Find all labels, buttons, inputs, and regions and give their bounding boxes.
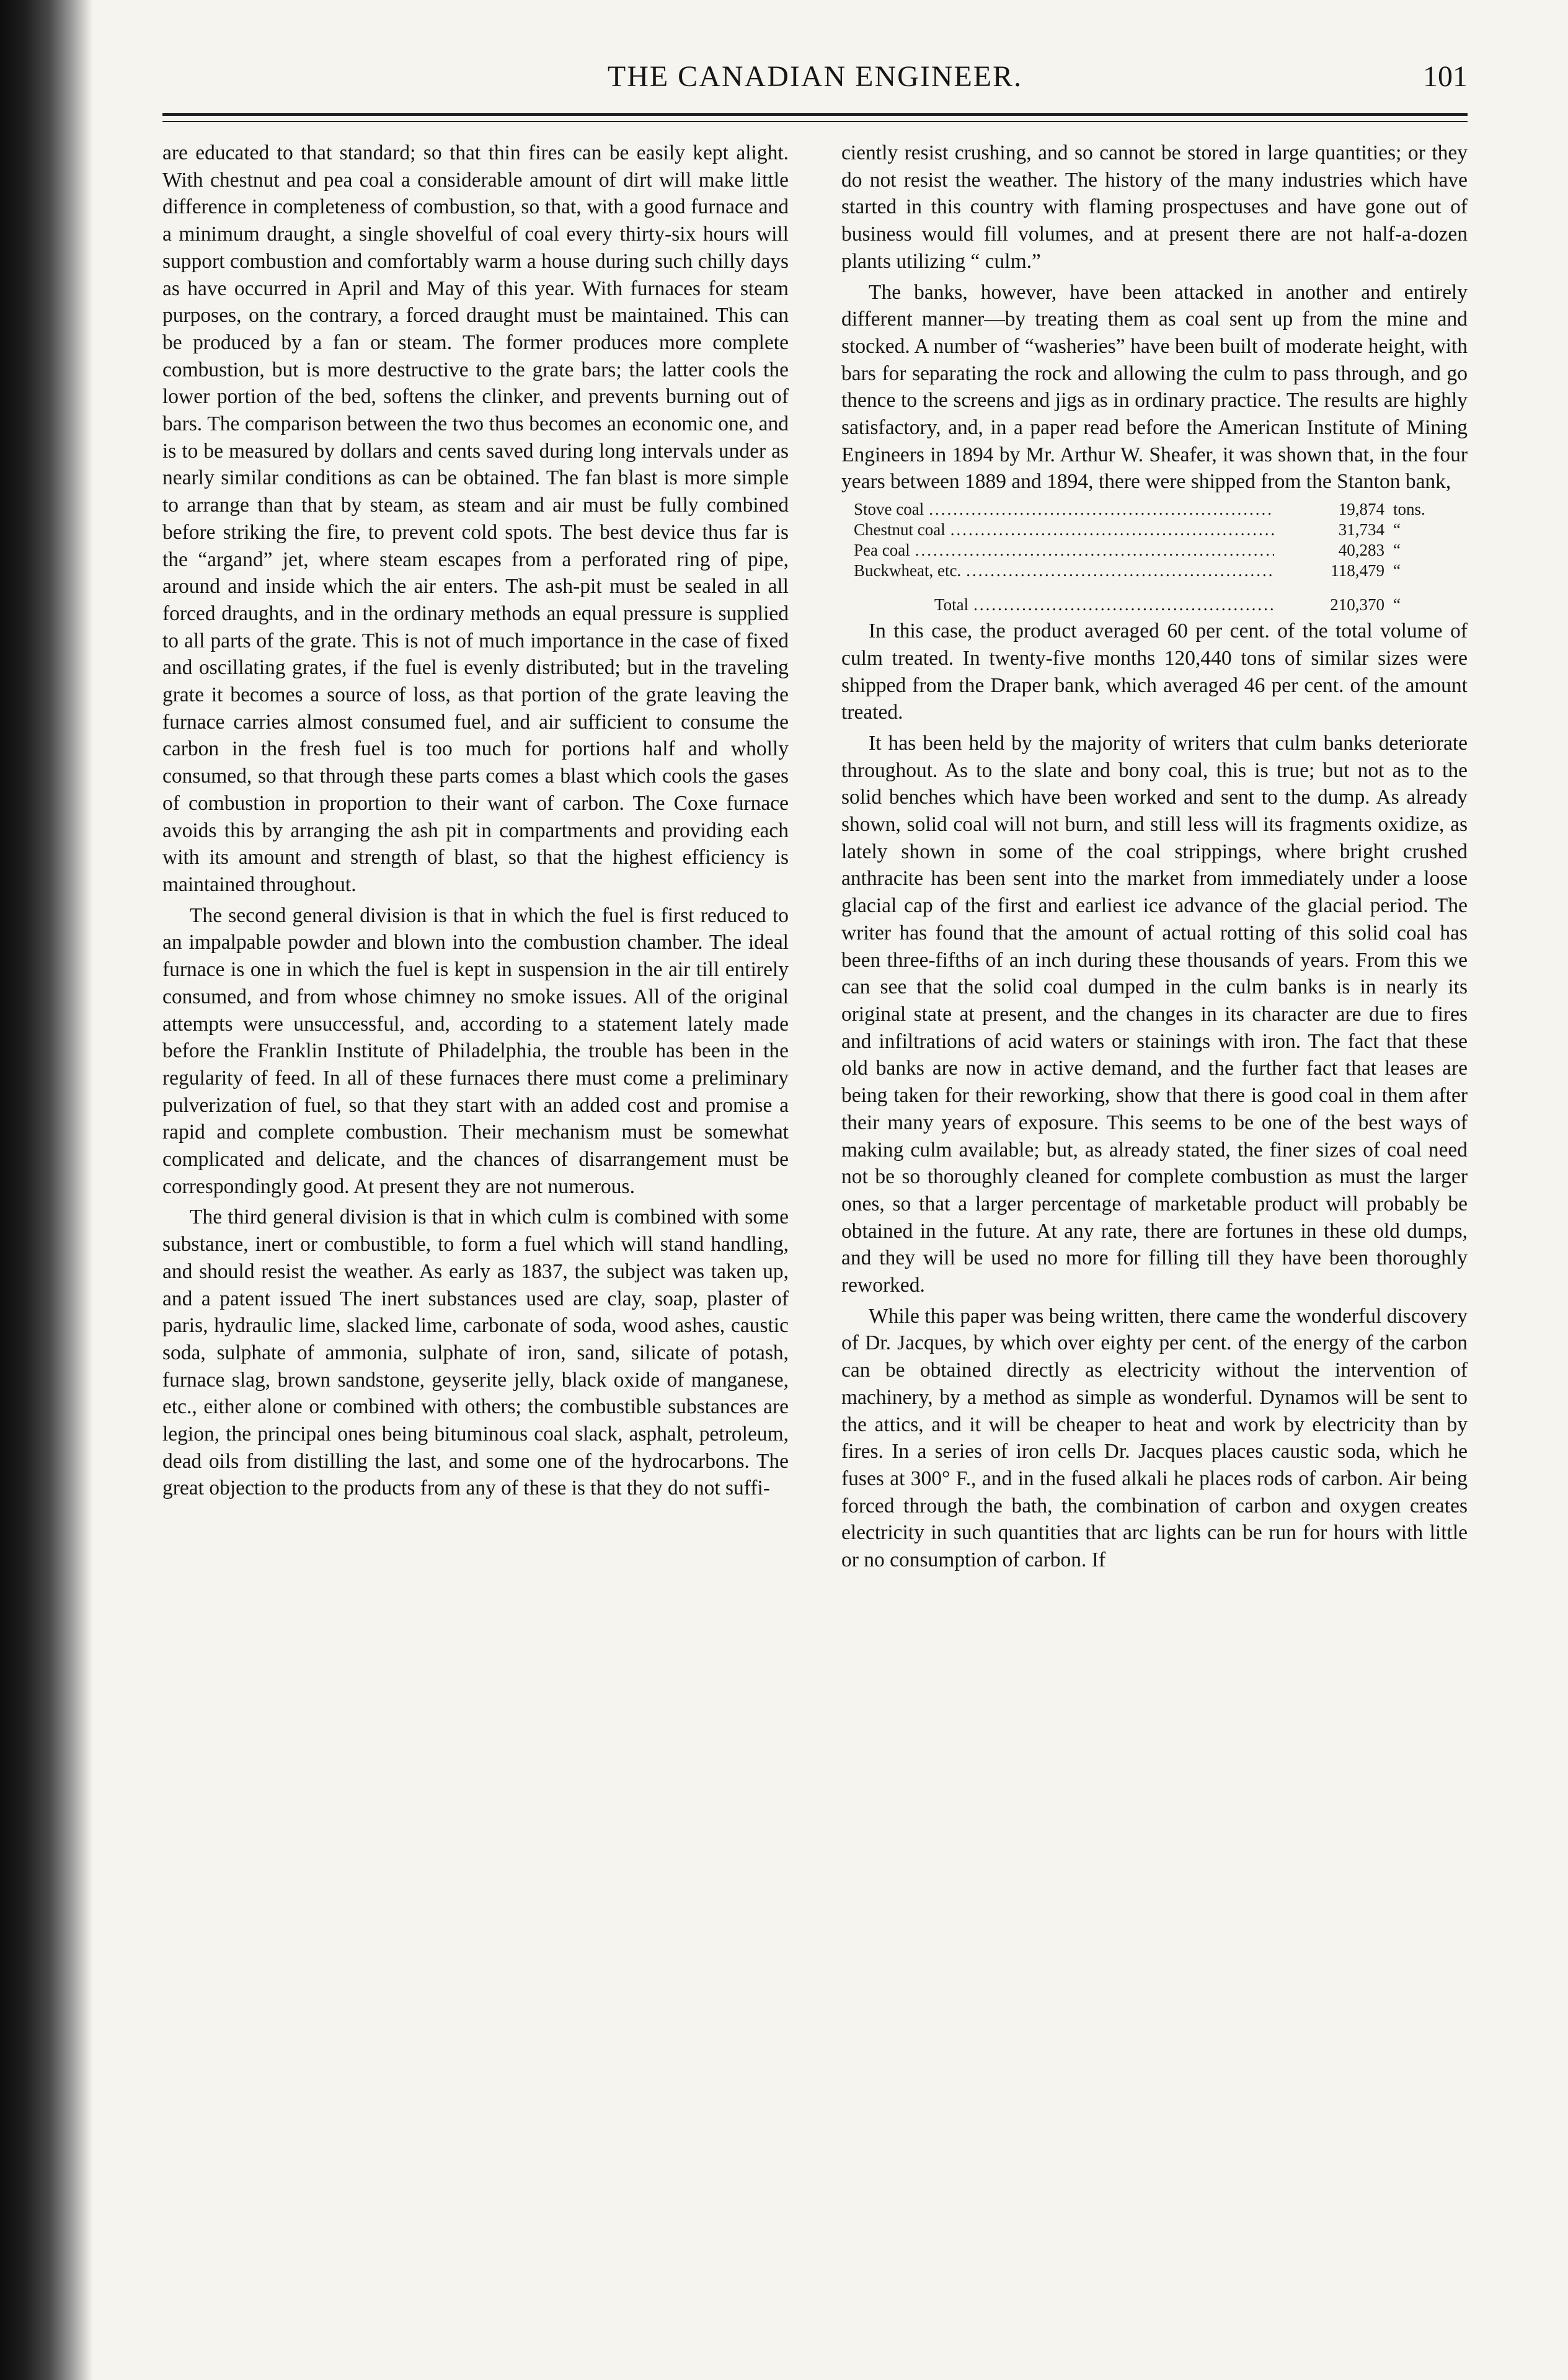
paragraph: The second general division is that in which the fuel is first reduced to an impalpable powder and blown into the combustion chamber. The ideal furnace is one in which the fuel is kept in suspension in the air till entirely consumed, and from whose chimney no smoke issues. All of the original attempts were unsuccessful, and, according to a statement lately made before the Franklin Institute of Philadelphia, the trouble has been in the regularity of feed. In all of these furnaces there must come a preliminary pulverization of fuel, so that they start with an added cost and promise a rapid and complete combustion. Their mechanism must be somewhat complicated and delicate, and the chances of disarrangement must be correspondingly good. At present they are not numerous. <box>162 904 789 1198</box>
table-row <box>854 561 1449 581</box>
leader-dots <box>929 499 1274 520</box>
paragraph: The banks, however, have been attacked in another and entirely different manner—by treating them as coal sent up from the mine and stocked. A number of “washeries” have been built of moderate height, with bars for separating the rock and allowing the culm to pass through, and go thence to the screens and jigs as in ordinary practice. The results are highly satisfactory, and, in a paper read before the American Institute of Mining Engineers in 1894 by Mr. Arthur W. Sheafer, it was shown that, in the four years between 1889 and 1894, there were shipped from the Stanton bank, <box>841 280 1468 494</box>
right-column <box>841 140 1468 2353</box>
page <box>162 0 1468 2380</box>
row-value: 118,479 <box>1331 561 1384 580</box>
shipment-table <box>854 499 1449 615</box>
paragraph: are educated to that standard; so that thin fires can be easily kept alight. With chestnut and pea coal a considerable amount of dirt will make little difference in completeness of combustion, so that, with a good furnace and a minimum draught, a single shovelful of coal every thirty-six hours will support combustion and comfortably warm a house during such chilly days as have occurred in April and May of this year. With furnaces for steam purposes, on the contrary, a forced draught must be maintained. This can be produced by a fan or steam. The former produces more complete combustion, but is more destructive to the grate bars; the latter cools the lower portion of the bed, softens the clinker, and prevents burning out of bars. The comparison between the two thus becomes an economic one, and is to be measured by dollars and cents saved during long intervals under as nearly similar conditions as can be obtained. The fan blast is more simple to arrange than that by steam, as steam and air must be fully combined before striking the fire, to prevent cold spots. The best device thus far is the “argand” jet, where steam escapes from a perforated ring of pipe, around and inside which the air enters. The ash-pit must be sealed in all forced draughts, and in the ordinary methods an equal pressure is supplied to all parts of the grate. This is not of much importance in the case of fixed and oscillating grates, if the fuel is evenly distributed; but in the traveling grate it becomes a source of loss, as that portion of the grate leaving the furnace carries almost consumed fuel, and air sufficient to consume the carbon in the fresh fuel is too much for portions half and wholly consumed, so that through these parts comes a blast which cools the gases of combustion in proportion to their want of carbon. The Coxe furnace avoids this by arranging the ash pit in compartments and providing each with its amount and strength of blast, so that the highest efficiency is maintained throughout. <box>162 141 789 896</box>
row-unit: tons. <box>1393 500 1425 519</box>
total-value: 210,370 <box>1330 595 1384 615</box>
page-number: 101 <box>1423 60 1468 93</box>
leader-dots <box>915 540 1274 561</box>
journal-title: THE CANADIAN ENGINEER. <box>607 60 1023 93</box>
row-unit: “ <box>1393 541 1401 560</box>
leader-dots <box>950 520 1274 540</box>
total-label: Total <box>934 595 969 615</box>
row-label: Pea coal <box>854 541 910 560</box>
paragraph: In this case, the product averaged 60 per cent. of the total volume of culm treated. In twenty-five months 120,440 tons of similar sizes were shipped from the Draper bank, which averaged 46 per cent. of the amount treated. <box>841 619 1468 724</box>
row-unit: “ <box>1393 520 1401 539</box>
left-column <box>162 140 789 2353</box>
leader-dots <box>973 595 1274 615</box>
paragraph: It has been held by the majority of writers that culm banks deteriorate throughout. As to the slate and bony coal, this is true; but not as to the solid benches which have been worked and sent to the dump. As already shown, solid coal will not burn, and still less will its fragments oxidize, as lately shown in some of the coal strippings, where bright crushed anthracite has been sent into the market from immediately under a loose glacial cap of the first and earliest ice advance of the glacial period. The writer has found that the amount of actual rotting of this solid coal has been three-fifths of an inch during these thousands of years. From this we can see that the solid coal dumped in the culm banks is in nearly its original state at present, and the changes in its character are due to fires and infiltrations of acid waters or stainings with iron. The fact that these old banks are now in active demand, and the further fact that leases are being taken for their reworking, show that there is good coal in them after their many years of exposure. This seems to be one of the best ways of making culm available; but, as already stated, the finer sizes of coal need not be so thoroughly cleaned for complete combustion as must the larger ones, so that a larger percentage of marketable product will probably be obtained in the future. At any rate, there are fortunes in these old dumps, and they will be used no more for filling till they have been thoroughly reworked. <box>841 731 1468 1297</box>
row-label: Stove coal <box>854 500 924 519</box>
row-unit: “ <box>1393 561 1401 580</box>
paragraph: The third general division is that in which culm is combined with some substance, inert or combustible, to form a fuel which will stand handling, and should resist the weather. As early as 1837, the subject was taken up, and a patent issued The inert substances used are clay, soap, plaster of paris, hydraulic lime, slacked lime, carbonate of soda, wood ashes, caustic soda, sulphate of ammonia, sulphate of iron, sand, silicate of potash, furnace slag, brown sandstone, geyserite jelly, black oxide of manganese, etc., either alone or combined with others; the combustible substances are legion, the principal ones being bituminous coal slack, asphalt, petroleum, dead oils from distilling the last, and some one of the hydrocarbons. The great objection to the products from any of these is that they do not suffi- <box>162 1206 789 1500</box>
row-value: 40,283 <box>1338 541 1384 560</box>
header-rule-thin <box>162 121 1468 122</box>
paragraph: ciently resist crushing, and so cannot be stored in large quantities; or they do not resist the weather. The history of the many industries which have started in this country with flaming prospectuses and have gone out of business would fill volumes, and at present there are not half-a-dozen plants utilizing “ culm.” <box>841 141 1468 273</box>
leader-dots <box>966 561 1274 581</box>
running-header <box>162 55 1468 110</box>
scanned-page-edge <box>0 0 93 2380</box>
row-label: Chestnut coal <box>854 520 946 539</box>
table-row <box>854 520 1449 540</box>
row-value: 31,734 <box>1338 520 1384 539</box>
row-value: 19,874 <box>1338 500 1384 519</box>
table-row <box>854 540 1449 561</box>
paragraph: While this paper was being written, there came the wonderful discovery of Dr. Jacques, by which over eighty per cent. of the energy of the carbon can be obtained directly as electricity without the intervention of machinery, by a method as simple as wonderful. Dynamos will be sent to the attics, and it will be cheaper to heat and work by electricity than by fires. In a series of iron cells Dr. Jacques places caustic soda, which he fuses at 300° F., and in the fused alkali he places rods of carbon. Air being forced through the bath, the combination of carbon and oxygen creates electricity in such quantities that arc lights can be run for hours with little or no consumption of carbon. If <box>841 1304 1468 1572</box>
table-total-row <box>854 595 1449 615</box>
table-row <box>854 499 1449 520</box>
total-unit: “ <box>1393 595 1401 615</box>
header-rule-thick <box>162 113 1468 116</box>
row-label: Buckwheat, etc. <box>854 561 962 580</box>
